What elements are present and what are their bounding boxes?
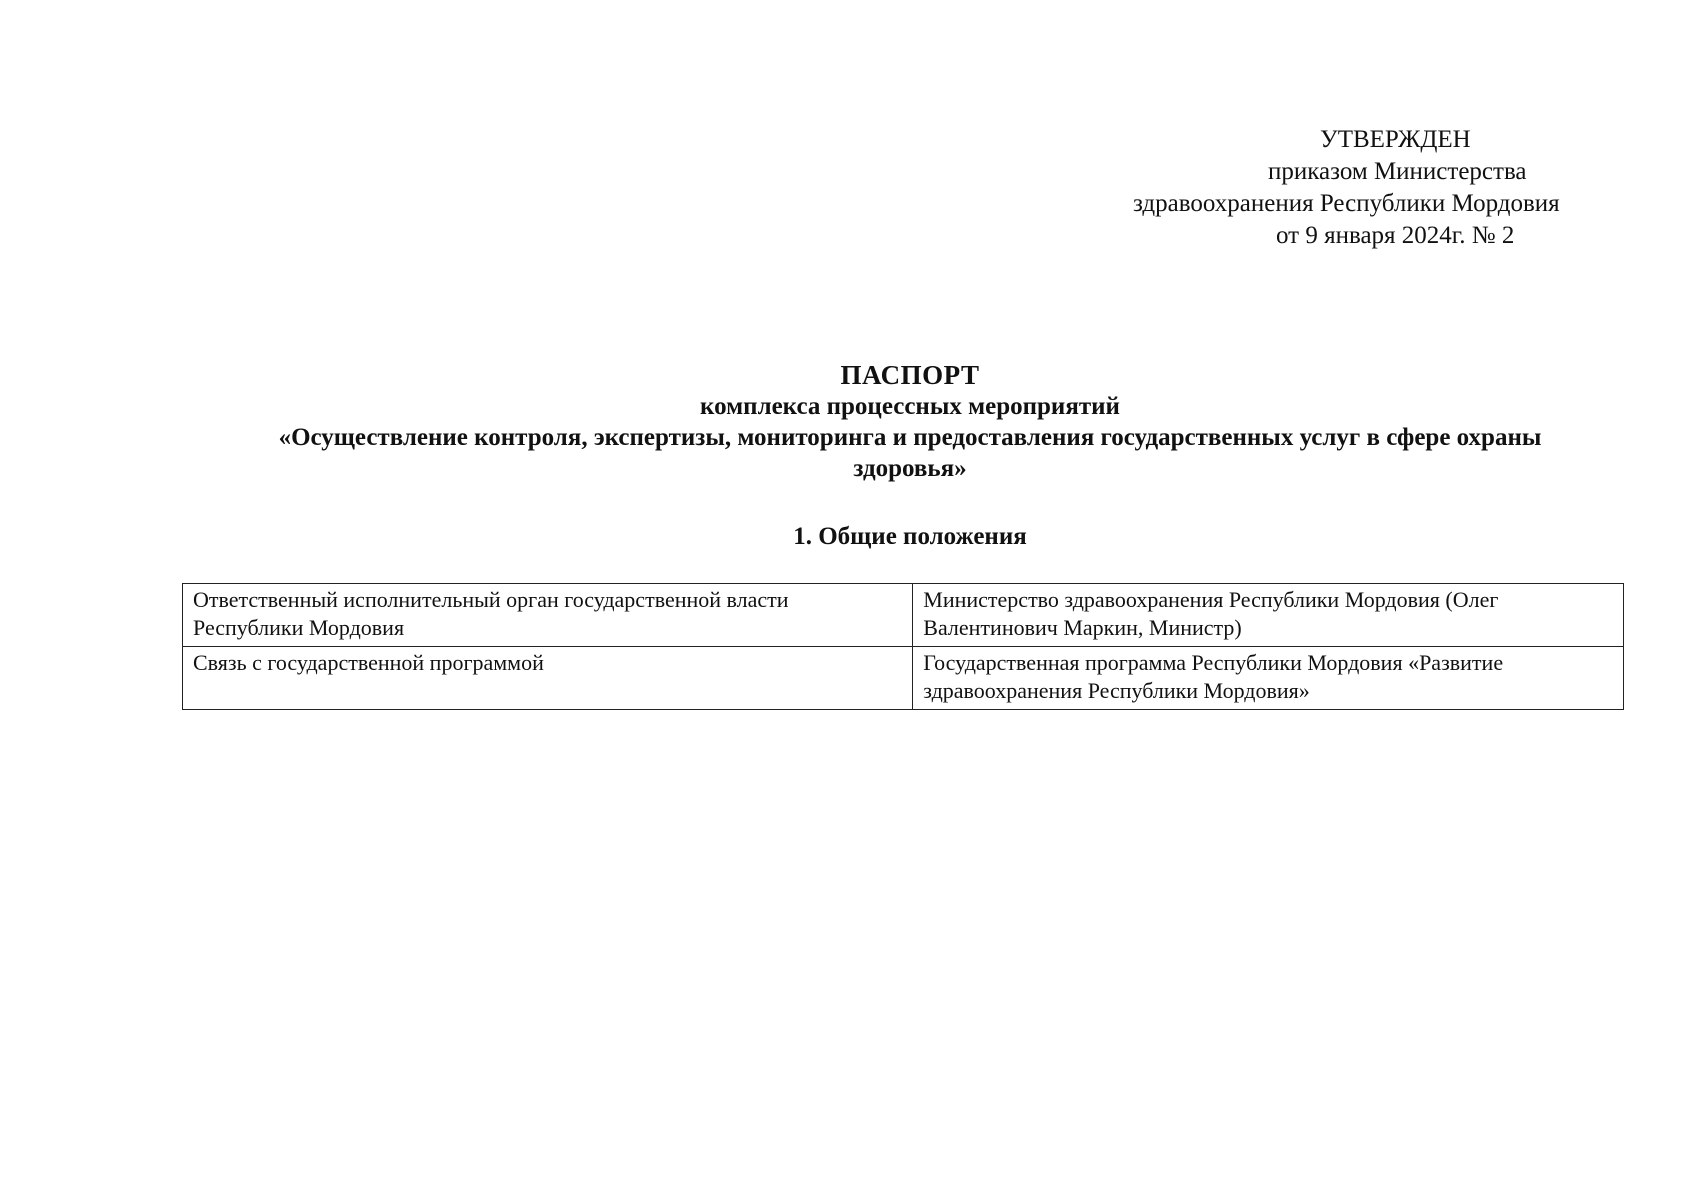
document-title-block [180,360,1640,484]
document-title: ПАСПОРТ [840,360,980,390]
table-cell-label: Связь с государственной программой [183,647,913,710]
table-row [183,584,1624,647]
table-row [183,647,1624,710]
document-name-line-1: «Осуществление контроля, экспертизы, мониторинга и предоставления государственных услуг в сфере охраны [278,424,1542,451]
general-provisions-table [182,583,1624,710]
table-cell-label: Ответственный исполнительный орган государственной власти Республики Мордовия [183,584,913,647]
approval-order: приказом Министерства [1268,158,1527,185]
approval-ministry: здравоохранения Республики Мордовия [1133,190,1560,217]
document-name-line-2: здоровья» [853,455,967,482]
approval-date: от 9 января 2024г. № 2 [1276,222,1515,249]
section-heading: 1. Общие положения [793,523,1027,550]
table-cell-value: Министерство здравоохранения Республики Мордовия (Олег Валентинович Маркин, Министр) [913,584,1624,647]
table-cell-value: Государственная программа Республики Мордовия «Развитие здравоохранения Республики Мордовия» [913,647,1624,710]
approval-status: УТВЕРЖДЕН [1320,126,1471,153]
document-subtitle: комплекса процессных мероприятий [700,393,1120,420]
approval-stamp [1100,124,1620,252]
